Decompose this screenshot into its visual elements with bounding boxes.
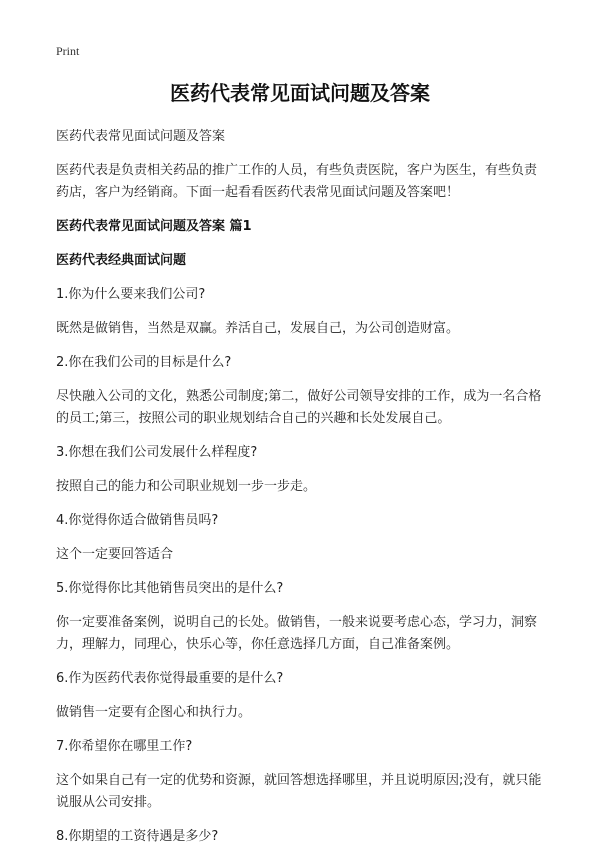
- answer-3: 按照自己的能力和公司职业规划一步一步走。: [56, 479, 317, 494]
- qa-list: [56, 284, 544, 848]
- question-2: 2.你在我们公司的目标是什么?: [56, 355, 232, 370]
- question-3: 3.你想在我们公司发展什么样程度?: [56, 445, 258, 460]
- subsection-heading: 医药代表经典面试问题: [56, 253, 187, 268]
- answer-6: 做销售一定要有企图心和执行力。: [56, 705, 252, 720]
- question-7: 7.你希望你在哪里工作?: [56, 739, 193, 754]
- print-label: Print: [56, 44, 80, 58]
- intro-paragraph: 医药代表是负责相关药品的推广工作的人员，有些负责医院，客户为医生，有些负责药店，客户为经销商。下面一起看看医药代表常见面试问题及答案吧！: [56, 163, 538, 200]
- question-4: 4.你觉得你适合做销售员吗?: [56, 513, 219, 528]
- section-heading: 医药代表常见面试问题及答案 篇1: [56, 219, 252, 234]
- question-6: 6.作为医药代表你觉得最重要的是什么?: [56, 671, 284, 686]
- question-1: 1.你为什么要来我们公司?: [56, 287, 206, 302]
- question-5: 5.你觉得你比其他销售员突出的是什么?: [56, 581, 284, 596]
- answer-5: 你一定要准备案例，说明自己的长处。做销售，一般来说要考虑心态，学习力，洞察力，理解力，同理心，快乐心等，你任意选择几方面，自己准备案例。: [56, 615, 538, 652]
- answer-7: 这个如果自己有一定的优势和资源，就回答想选择哪里，并且说明原因;没有，就只能说服从公司安排。: [56, 773, 542, 810]
- question-8: 8.你期望的工资待遇是多少?: [56, 829, 219, 844]
- answer-2: 尽快融入公司的文化，熟悉公司制度;第二，做好公司领导安排的工作，成为一名合格的员工;第三，按照公司的职业规划结合自己的兴趣和长处发展自己。: [56, 389, 542, 426]
- answer-1: 既然是做销售，当然是双赢。养活自己，发展自己，为公司创造财富。: [56, 321, 460, 336]
- page-title: 医药代表常见面试问题及答案: [170, 81, 430, 105]
- subtitle: 医药代表常见面试问题及答案: [56, 129, 226, 144]
- answer-4: 这个一定要回答适合: [56, 547, 174, 562]
